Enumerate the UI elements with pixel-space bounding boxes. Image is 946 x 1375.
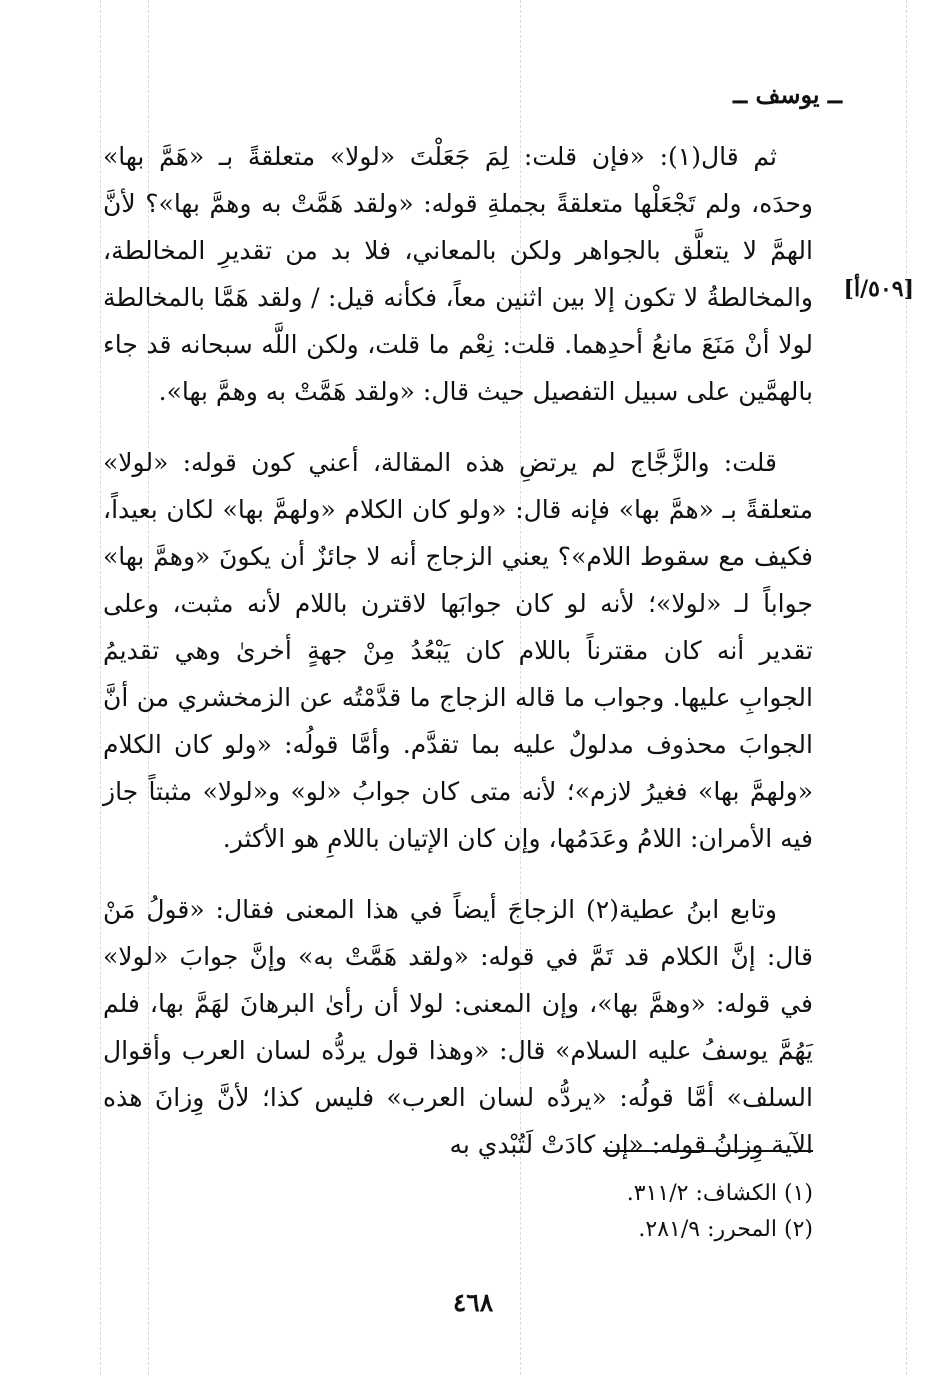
main-text: [103, 133, 813, 1168]
manuscript-folio-reference: [٥٠٩/أ]: [843, 276, 914, 302]
paragraph: ثم قال(١): «فإن قلت: لِمَ جَعَلْتَ «لولا» متعلقةً بـ «هَمَّ بها» وحدَه، ولم تَجْعَلْها متعلقةً بجملةِ قوله: «ولقد هَمَّتْ به وهمَّ بها»؟ لأنَّ الهمَّ لا يتعلَّق بالجواهر ولكن بالمعاني، فلا بد من تقديرِ المخالطة، والمخالطةُ لا تكون إلا بين اثنين معاً، فكأنه قيل: / ولقد هَمَّا بالمخالطة لولا أنْ مَنَعَ مانعُ أحدِهما. قلت: نِعْم ما قلت، ولكن اللَّه سبحانه قد جاء بالهمَّين على سبيل التفصيل حيث قال: «ولقد هَمَّتْ به وهمَّ بها».: [103, 142, 813, 406]
scan-guide-line: [906, 0, 907, 1375]
footnotes: [103, 1176, 813, 1248]
paragraph: وتابع ابنُ عطية(٢) الزجاجَ أيضاً في هذا المعنى فقال: «قولُ مَنْ قال: إنَّ الكلام قد تَمَّ في قوله: «ولقد هَمَّتْ به» وإنَّ جوابَ «لولا» في قوله: «وهمَّ بها»، وإن المعنى: لولا أن رأىٰ البرهانَ لهَمَّ بها، فلم يَهُمَّ يوسفُ عليه السلام» قال: «وهذا قول يردُّه لسان العرب وأقوال السلف» أمَّا قولُه: «يردُّه لسان العرب» فليس كذا؛ لأنَّ وِزانَ هذه الآية وِزانُ قوله: «إن كادَتْ لَتُبْدي به: [103, 895, 813, 1159]
paragraph: قلت: والزَّجَّاج لم يرتضِ هذه المقالة، أعني كون قوله: «لولا» متعلقةً بـ «همَّ بها» فإنه قال: «ولو كان الكلام «ولهمَّ بها» لكان بعيداً، فكيف مع سقوط اللام»؟ يعني الزجاج أنه لا جائزٌ أن يكونَ «وهمَّ بها» جواباً لـ «لولا»؛ لأنه لو كان جوابَها لاقترن باللام لأنه مثبت، وعلى تقدير أنه كان مقترناً باللام كان يَبْعُدُ مِنْ جهةٍ أخرىٰ وهي تقديمُ الجوابِ عليها. وجواب ما قاله الزجاج ما قدَّمْتُه عن الزمخشري من أنَّ الجوابَ محذوف مدلولٌ عليه بما تقدَّم. وأمَّا قولُه: «ولو كان الكلام «ولهمَّ بها» فغيرُ لازم»؛ لأنه متى كان جوابُ «لو» و«لولا» مثبتاً جاز فيه الأمران: اللامُ وعَدَمُها، وإن كان الإتيان باللامِ هو الأكثر.: [103, 448, 813, 853]
footnote-divider: [603, 1150, 813, 1152]
page-number: ٤٦٨: [452, 1288, 494, 1317]
footnote: (١) الكشاف: ٣١١/٢.: [626, 1181, 813, 1206]
scan-guide-line: [100, 0, 101, 1375]
footnote: (٢) المحرر: ٢٨١/٩.: [638, 1217, 813, 1242]
running-header: ــ يوسف ــ: [733, 80, 842, 109]
